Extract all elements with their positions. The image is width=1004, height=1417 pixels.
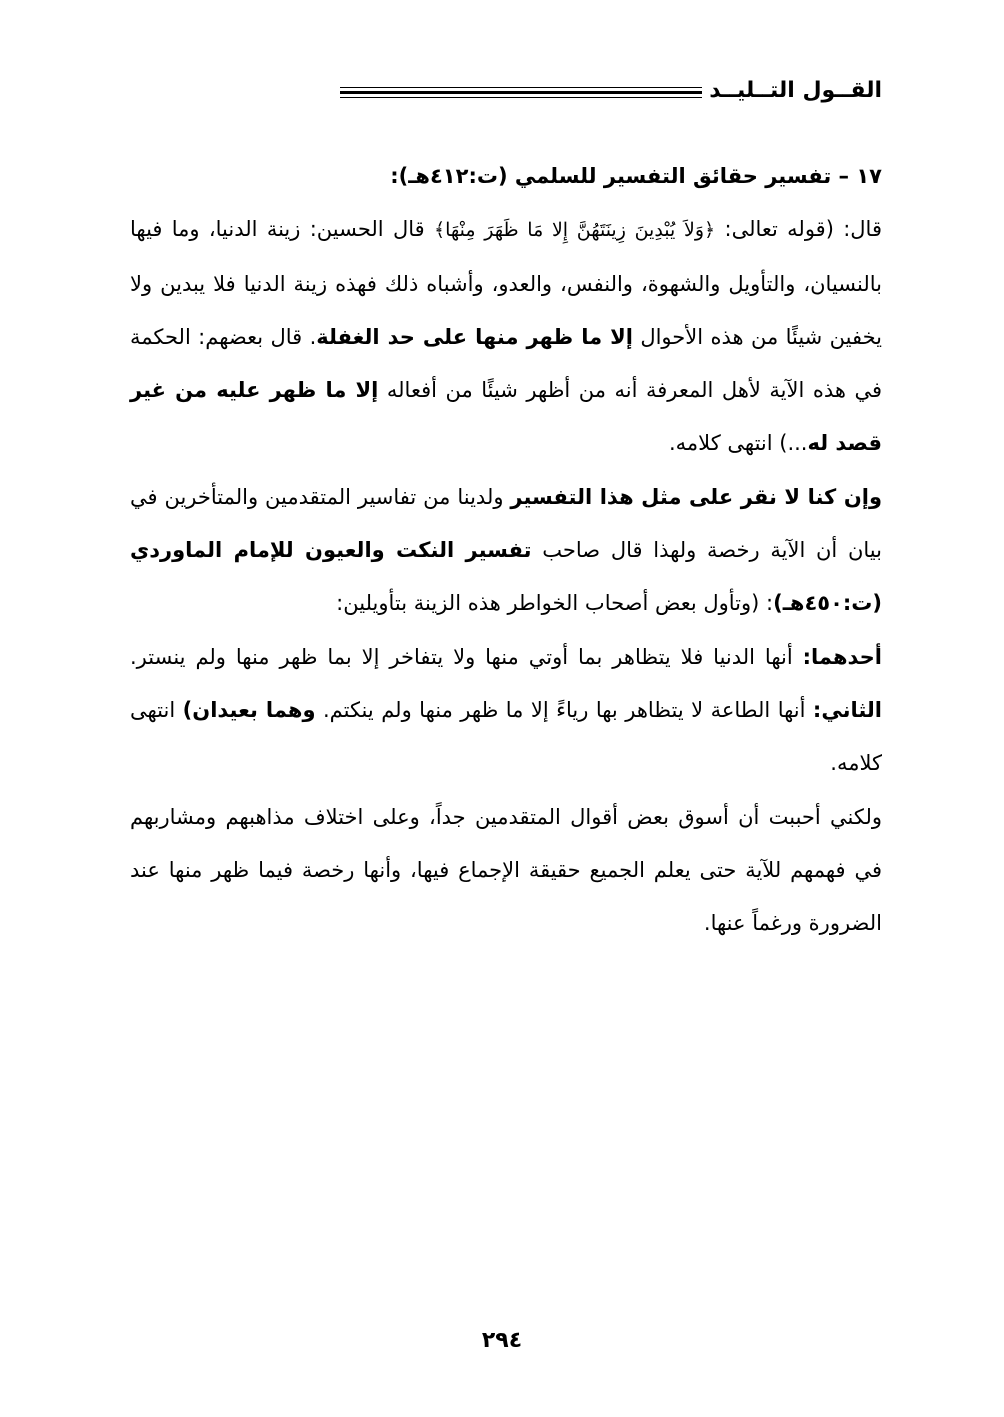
p3-bold-c: الثاني: — [812, 697, 882, 722]
p3-bold-e: وهما بعيدان) — [182, 697, 316, 722]
p2-bold-a: وإن كنا لا نقر على مثل هذا التفسير — [510, 484, 882, 509]
paragraph-3 — [130, 631, 882, 791]
p1-text-b: قال الحسين: زينة الدنيا، وما فيها بالنسيان، والتأويل والشهوة، والنفس، والعدو، وأشباه ذلك فهذه زينة الدنيا فلا يبدين ولا يخفين شيئًا من هذه الأحوال — [130, 217, 882, 349]
p3-text-d: أنها الطاعة لا يتظاهر بها رياءً إلا ما ظهر منها ولم ينكتم. — [315, 697, 813, 722]
paragraph-2 — [130, 471, 882, 631]
p3-text-f: انتهى كلامه. — [130, 697, 882, 776]
quran-brace-open: ﴿ — [704, 219, 716, 242]
p1-text-d: . قال بعضهم: الحكمة في هذه الآية لأهل المعرفة أنه من أظهر شيئًا من أفعاله — [130, 324, 883, 403]
header-rule-top — [340, 87, 702, 88]
quran-brace-close: ﴾ — [433, 219, 446, 242]
p1-bold-c: إلا ما ظهر منها على حد الغفلة — [316, 324, 633, 349]
p1-bold-e: إلا ما ظهر عليه من غير قصد له — [130, 378, 882, 456]
header-rule-thick — [340, 91, 702, 94]
paragraph-1 — [130, 203, 882, 470]
header-rule-bottom — [340, 97, 702, 98]
paragraph-4: ولكني أحببت أن أسوق بعض أقوال المتقدمين جداً، وعلى اختلاف مذاهبهم ومشاربهم في فهمهم للآية حتى يعلم الجميع حقيقة الإجماع فيها، وأنها رخصة فيما ظهر منها عند الضرورة ورغماً عنها. — [130, 804, 882, 936]
page-number: ٢٩٤ — [481, 1328, 523, 1353]
running-header — [130, 78, 882, 108]
p2-text-b: ولدينا من تفاسير المتقدمين والمتأخرين في بيان أن الآية رخصة ولهذا قال صاحب — [130, 484, 882, 563]
p1-text-f: ...) انتهى كلامه. — [669, 431, 808, 456]
p2-text-d: : (وتأول بعض أصحاب الخواطر هذه الزينة بتأويلين: — [336, 591, 774, 616]
page-body — [130, 150, 882, 950]
quran-verse: وَلاَ يُبْدِينَ زِينَتَهُنَّ إِلا مَا ظَهَرَ مِنْهَا — [445, 219, 705, 242]
p2-bold-c: تفسير النكت والعيون للإمام الماوردي (ت:٤٥٠هـ) — [130, 538, 882, 616]
section-heading: ١٧ – تفسير حقائق التفسير للسلمي (ت:٤١٢هـ): — [390, 164, 882, 188]
book-title: القــول التــليــد — [709, 78, 882, 103]
p3-text-b: أنها الدنيا فلا يتظاهر بما أوتي منها ولا يتفاخر إلا بما ظهر منها ولم ينستر. — [130, 644, 803, 669]
p1-text-a: قال: (قوله تعالى: — [715, 217, 882, 242]
p3-bold-a: أحدهما: — [802, 644, 882, 669]
